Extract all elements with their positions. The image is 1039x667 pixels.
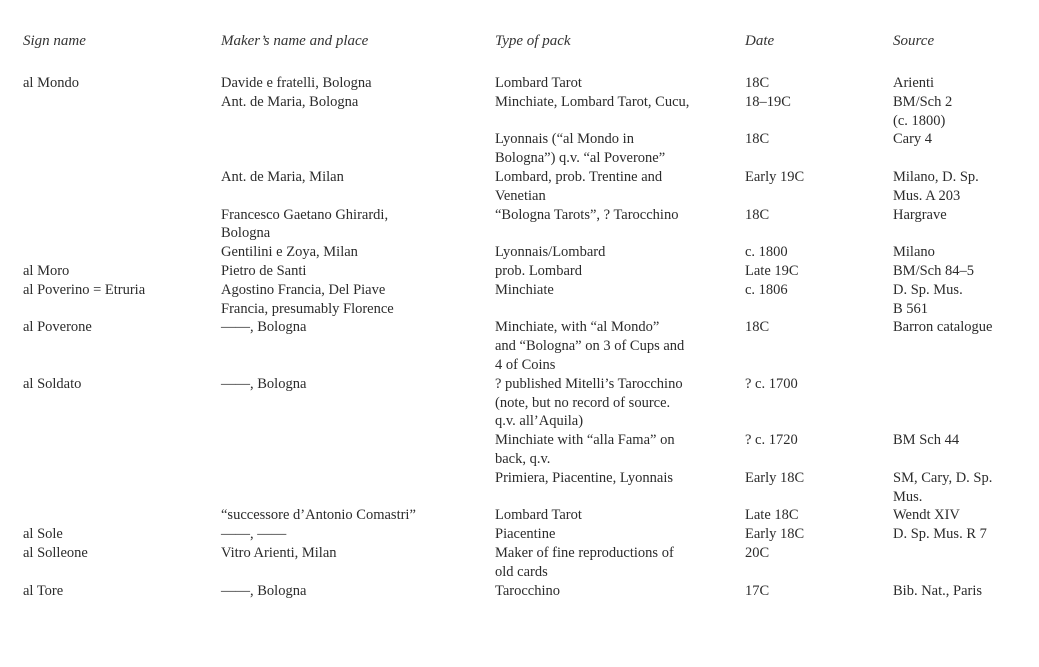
- header-sign-name: Sign name: [23, 33, 86, 49]
- cell-date: [745, 74, 769, 93]
- cell-line: c. 1806: [745, 281, 788, 298]
- cell-line: 18C: [745, 75, 770, 91]
- cell-line: 18C: [745, 206, 770, 223]
- cell-line: old cards: [495, 563, 548, 580]
- cell-sign-name: al Poverone: [23, 319, 92, 336]
- cell-maker-name: [221, 544, 337, 563]
- cell-maker-name: [221, 74, 372, 93]
- cell-line: Pietro de Santi: [221, 263, 307, 279]
- cell-pack-type: [495, 544, 674, 582]
- cell-source: [893, 206, 947, 225]
- cell-pack-type: [495, 168, 662, 206]
- cell-line: Bib. Nat., Paris: [893, 582, 983, 599]
- cell-line: Lombard, prob. Trentine and: [495, 169, 663, 185]
- cell-line: D. Sp. Mus.: [893, 281, 963, 298]
- cell-pack-type: [495, 243, 605, 262]
- cell-line: 4 of Coins: [495, 356, 556, 373]
- cell-line: Minchiate, with “al Mondo”: [495, 319, 660, 336]
- cell-sign-name: al Poverino = Etruria: [23, 281, 146, 298]
- cell-date: [745, 243, 788, 262]
- cell-line: Venetian: [495, 187, 546, 204]
- header-type-of-pack: Type of pack: [495, 33, 571, 49]
- cell-maker-name: [221, 243, 358, 262]
- cell-line: Cary 4: [893, 131, 933, 148]
- cell-date: [745, 206, 769, 225]
- cell-date: [745, 431, 798, 450]
- cell-pack-type: [495, 318, 684, 374]
- cell-line: Early 19C: [745, 169, 805, 185]
- cell-line: Mus. A 203: [893, 187, 961, 204]
- cell-source: [893, 506, 960, 525]
- cell-source: [893, 243, 935, 262]
- cell-date: [745, 525, 804, 544]
- cell-line: Minchiate with “alla Fama” on: [495, 432, 675, 449]
- cell-date: [745, 168, 804, 187]
- cell-line: D. Sp. Mus. R 7: [893, 526, 987, 543]
- cell-line: 18–19C: [745, 93, 791, 110]
- cell-line: Milano, D. Sp.: [893, 169, 979, 185]
- cell-line: Late 19C: [745, 263, 799, 279]
- cell-source: [893, 525, 987, 544]
- cell-line: Francia, presumably Florence: [221, 300, 394, 317]
- cell-line: Primiera, Piacentine, Lyonnais: [495, 469, 673, 486]
- cell-line: Agostino Francia, Del Piave: [221, 281, 386, 298]
- cell-pack-type: [495, 93, 689, 112]
- cell-sign-name: al Sole: [23, 526, 63, 543]
- cell-date: [745, 281, 788, 300]
- cell-source: [893, 262, 974, 281]
- cell-line: Ant. de Maria, Milan: [221, 169, 344, 185]
- cell-maker-name: [221, 506, 416, 525]
- cell-sign-name: al Mondo: [23, 75, 79, 91]
- cell-line: 18C: [745, 319, 770, 336]
- cell-source: [893, 130, 932, 149]
- cell-line: Wendt XIV: [893, 507, 960, 524]
- cell-date: [745, 318, 769, 337]
- cell-line: Early 18C: [745, 526, 805, 543]
- cell-line: Early 18C: [745, 469, 805, 486]
- cell-line: “successore d’Antonio Comastri”: [221, 507, 416, 524]
- cell-line: ——, Bologna: [221, 582, 307, 599]
- cell-line: q.v. all’Aquila): [495, 413, 584, 430]
- cell-pack-type: [495, 130, 665, 168]
- cell-date: [745, 93, 791, 112]
- cell-sign-name: al Solleone: [23, 545, 88, 561]
- cell-maker-name: [221, 168, 344, 187]
- cell-maker-name: [221, 525, 286, 544]
- cell-pack-type: [495, 525, 555, 544]
- cell-line: SM, Cary, D. Sp.: [893, 469, 993, 486]
- cell-source: [893, 74, 934, 93]
- cell-line: ——, ——: [221, 526, 287, 543]
- cell-pack-type: [495, 431, 675, 469]
- cell-line: Minchiate, Lombard Tarot, Cucu,: [495, 93, 690, 110]
- cell-sign-name: al Soldato: [23, 375, 82, 392]
- cell-maker-name: [221, 318, 306, 337]
- cell-line: ? published Mitelli’s Tarocchino: [495, 375, 683, 392]
- cell-date: [745, 262, 799, 281]
- cell-line: (c. 1800): [893, 112, 946, 129]
- cell-line: 17C: [745, 582, 770, 599]
- cell-date: [745, 582, 769, 601]
- cell-source: [893, 93, 952, 131]
- cell-line: Ant. de Maria, Bologna: [221, 93, 359, 110]
- cell-source: [893, 469, 992, 507]
- cell-line: Minchiate: [495, 281, 554, 298]
- cell-line: Barron catalogue: [893, 319, 993, 336]
- cell-line: Lombard Tarot: [495, 75, 582, 91]
- cell-line: 18C: [745, 131, 770, 148]
- cell-line: Late 18C: [745, 507, 799, 524]
- cell-source: [893, 318, 992, 337]
- cell-maker-name: [221, 582, 306, 601]
- cell-pack-type: [495, 206, 678, 225]
- cell-pack-type: [495, 582, 560, 601]
- cell-pack-type: [495, 262, 582, 281]
- cell-date: [745, 506, 799, 525]
- cell-pack-type: [495, 469, 673, 488]
- cell-sign-name: al Tore: [23, 582, 64, 599]
- cell-maker-name: [221, 375, 306, 394]
- cell-line: Lyonnais/Lombard: [495, 244, 606, 261]
- cell-pack-type: [495, 281, 554, 300]
- cell-line: Mus.: [893, 488, 923, 505]
- cell-line: prob. Lombard: [495, 263, 582, 279]
- cell-line: B 561: [893, 300, 929, 317]
- cell-line: ? c. 1700: [745, 375, 798, 392]
- header-source: Source: [893, 33, 935, 49]
- cell-line: Milano: [893, 244, 935, 261]
- cell-line: Davide e fratelli, Bologna: [221, 75, 372, 91]
- cell-line: Bologna”) q.v. “al Poverone”: [495, 150, 666, 167]
- cell-line: c. 1800: [745, 244, 788, 261]
- cell-pack-type: [495, 506, 582, 525]
- header-date: Date: [745, 33, 775, 49]
- cell-line: ? c. 1720: [745, 432, 798, 449]
- cell-line: Arienti: [893, 75, 935, 91]
- cell-maker-name: [221, 281, 394, 319]
- cell-line: Vitro Arienti, Milan: [221, 545, 337, 561]
- cell-line: ——, Bologna: [221, 375, 307, 392]
- cell-line: back, q.v.: [495, 450, 551, 467]
- cell-date: [745, 375, 798, 394]
- cell-line: 20C: [745, 545, 770, 561]
- cell-maker-name: [221, 93, 358, 112]
- cell-line: BM/Sch 84–5: [893, 263, 974, 279]
- cell-maker-name: [221, 262, 306, 281]
- cell-date: [745, 130, 769, 149]
- cell-line: Francesco Gaetano Ghirardi,: [221, 206, 389, 223]
- cell-line: Lyonnais (“al Mondo in: [495, 131, 634, 148]
- cell-pack-type: [495, 74, 582, 93]
- cell-source: [893, 168, 979, 206]
- cell-line: Gentilini e Zoya, Milan: [221, 244, 358, 261]
- cell-line: Piacentine: [495, 526, 556, 543]
- cell-line: Tarocchino: [495, 582, 561, 599]
- cell-line: (note, but no record of source.: [495, 394, 671, 411]
- cell-line: Bologna: [221, 225, 271, 242]
- cell-sign-name: al Moro: [23, 263, 70, 279]
- cell-date: [745, 469, 804, 488]
- cell-maker-name: [221, 206, 388, 244]
- cell-line: “Bologna Tarots”, ? Tarocchino: [495, 206, 679, 223]
- cell-date: [745, 544, 769, 563]
- cell-line: and “Bologna” on 3 of Cups and: [495, 338, 685, 355]
- cell-line: Maker of fine reproductions of: [495, 545, 674, 561]
- cell-source: [893, 431, 959, 450]
- cell-source: [893, 281, 963, 319]
- header-maker: Maker’s name and place: [221, 33, 369, 49]
- cell-line: BM Sch 44: [893, 432, 960, 449]
- cell-line: Lombard Tarot: [495, 507, 582, 524]
- cell-line: BM/Sch 2: [893, 93, 953, 110]
- cell-source: [893, 582, 982, 601]
- cell-line: Hargrave: [893, 206, 947, 223]
- cell-line: ——, Bologna: [221, 319, 307, 336]
- cell-pack-type: [495, 375, 683, 431]
